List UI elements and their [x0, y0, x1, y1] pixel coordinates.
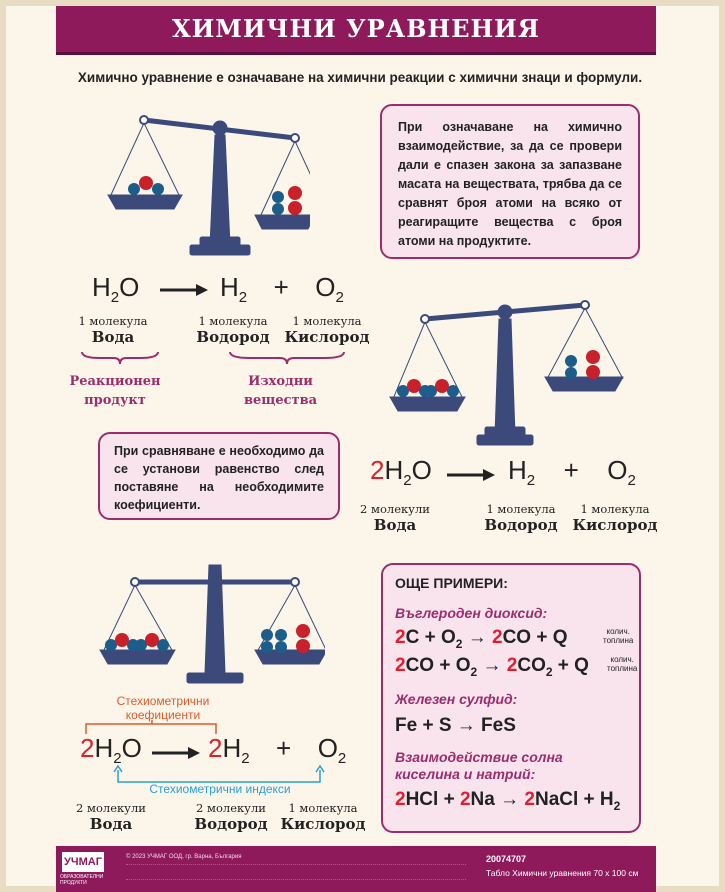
equation-1-products — [220, 272, 344, 306]
eq1-h2: H — [220, 272, 239, 302]
fine-print — [126, 864, 466, 880]
eq2-oxygen-qty: 1 молекула — [580, 502, 650, 516]
brace-icon — [80, 350, 160, 366]
eq3-o2: O — [317, 733, 338, 763]
eq1-h2-sub: 2 — [238, 289, 248, 306]
info-box-balance-text: При означаване на химично взаимодействие, за да се провери дали е спазен закона за запазване масата на веществата, трябва да се сравнят броя атоми на всяко от реагиращите вещества с броя атоми на продуктите. — [398, 120, 622, 248]
hcl-equation: 2HCl + 2Na → 2NaCl + $H_2$ — [395, 788, 621, 813]
eq3-o: O — [121, 733, 142, 763]
balance-scale-3 — [95, 555, 325, 685]
eq1-oxygen-qty: 1 молекула — [292, 314, 362, 328]
eq3-oxygen-qty: 1 молекула — [288, 801, 358, 815]
eq2-o2-sub: 2 — [627, 472, 636, 489]
co2-equation-2: $2CO + O_2 \to 2CO_2 + Q$ колич. топлина — [395, 654, 638, 679]
co2-title: Въглероден диоксид: — [395, 605, 548, 621]
examples-box — [381, 563, 641, 833]
eq2-plus: + — [563, 455, 579, 485]
balance-scale-2 — [385, 285, 635, 455]
eq3-coef2: 2 — [208, 733, 223, 763]
info-box-balance — [380, 104, 640, 259]
eq1-hydrogen-qty: 1 молекула — [198, 314, 268, 328]
hydrogen-oxygen-molecules-icon — [565, 350, 600, 379]
heat-note-heat: топлина — [603, 636, 634, 645]
copyright: © 2023 УЧМАГ ООД, гр. Варна, България — [126, 854, 242, 860]
equation-2 — [370, 455, 432, 489]
eq3-o2-sub: 2 — [337, 750, 347, 767]
product-code: 20074707 — [486, 854, 527, 864]
heat-note-heat: топлина — [607, 663, 638, 673]
brand-logo: УЧМАГ — [62, 852, 104, 872]
eq1-plus: + — [273, 272, 289, 302]
co2-equation-1: $2C + O_2 \to 2CO + Q$ колич. топлина — [395, 627, 634, 651]
page-title: ХИМИЧНИ УРАВНЕНИЯ — [172, 14, 540, 43]
heat-note-qty: колич. — [610, 654, 634, 664]
eq3-water: Вода — [89, 815, 133, 833]
reaction-product-label: Реакционен продукт — [69, 374, 161, 408]
heat-note-2 — [607, 655, 637, 673]
balance-scale-1 — [100, 105, 310, 275]
equation-3 — [80, 733, 142, 767]
eq1-hydrogen: Водород — [196, 328, 270, 346]
brace-icon — [228, 350, 346, 366]
eq2-o: O — [411, 455, 432, 485]
intro-text: Химично уравнение е означаване на химични реакции с химични знаци и формули. — [77, 70, 643, 85]
eq1-o2-sub: 2 — [335, 289, 344, 306]
eq3-coef1: 2 — [80, 733, 95, 763]
footer — [56, 846, 656, 892]
fes-equation: Fe + S → FeS — [395, 714, 516, 736]
eq1-oxygen: Кислород — [284, 328, 370, 346]
info-box-coefficients — [98, 432, 340, 520]
eq2-water-qty: 2 молекули — [360, 502, 430, 516]
eq2-h-sub: 2 — [403, 472, 412, 489]
water-molecules-icon — [105, 633, 169, 651]
eq2-oxygen: Кислород — [572, 516, 658, 534]
examples-heading: ОЩЕ ПРИМЕРИ: — [395, 575, 508, 591]
arrow-icon — [447, 467, 497, 483]
title-bar — [56, 6, 656, 55]
hydrogen-oxygen-molecules-icon — [261, 624, 310, 653]
eq3-h2-sub: 2 — [241, 750, 250, 767]
eq1-o: O — [119, 272, 140, 302]
stoich-coef-label: Стехиометрични коефициенти — [116, 694, 210, 722]
eq3-h: H — [94, 733, 114, 763]
eq2-h: H — [384, 455, 404, 485]
eq2-h2: H — [508, 455, 527, 485]
water-molecules-icon — [397, 379, 459, 397]
eq1-o2: O — [315, 272, 336, 302]
eq2-coef: 2 — [370, 455, 385, 485]
fes-title: Железен сулфид: — [395, 690, 518, 707]
eq3-water-qty: 2 молекули — [76, 801, 146, 815]
eq2-hydrogen-qty: 1 молекула — [486, 502, 556, 516]
eq1-h: H — [92, 272, 111, 302]
eq2-hydrogen: Водород — [484, 516, 558, 534]
brand-subtitle: ОБРАЗОВАТЕЛНИ ПРОДУКТИ — [60, 874, 104, 886]
arrow-icon — [160, 282, 210, 298]
eq1-water: Вода — [91, 328, 135, 346]
heat-note-qty: колич. — [606, 627, 630, 636]
starting-substances-label: Изходни вещества — [243, 374, 318, 408]
hydrogen-oxygen-molecules-icon — [272, 186, 302, 215]
eq3-hydrogen-qty: 2 молекули — [196, 801, 266, 815]
eq3-h2: H — [222, 733, 242, 763]
hcl-title: Взаимодействие солна киселина и натрий: — [395, 748, 563, 782]
arrow-icon — [152, 745, 202, 761]
equation-1 — [92, 272, 139, 306]
eq1-water-qty: 1 молекула — [78, 314, 148, 328]
water-molecule-icon — [128, 176, 164, 195]
equation-3-products — [208, 733, 346, 767]
heat-note-1 — [603, 627, 633, 645]
info-box-coefficients-text: При сравняване е необходимо да се установи равенство след поставяне на необходимите коефициенти. — [114, 444, 324, 512]
eq3-h-sub: 2 — [113, 750, 122, 767]
eq1-h-sub: 2 — [110, 289, 120, 306]
eq3-hydrogen: Водород — [194, 815, 268, 833]
eq3-oxygen: Кислород — [280, 815, 366, 833]
product-name: Табло Химични уравнения 70 х 100 см — [486, 868, 639, 878]
equation-2-products — [508, 455, 636, 489]
eq2-h2-sub: 2 — [526, 472, 536, 489]
eq3-plus: + — [276, 733, 292, 763]
eq2-water: Вода — [373, 516, 417, 534]
stoich-index-label: Стехиометрични индекси — [149, 782, 291, 796]
eq2-o2: O — [607, 455, 628, 485]
